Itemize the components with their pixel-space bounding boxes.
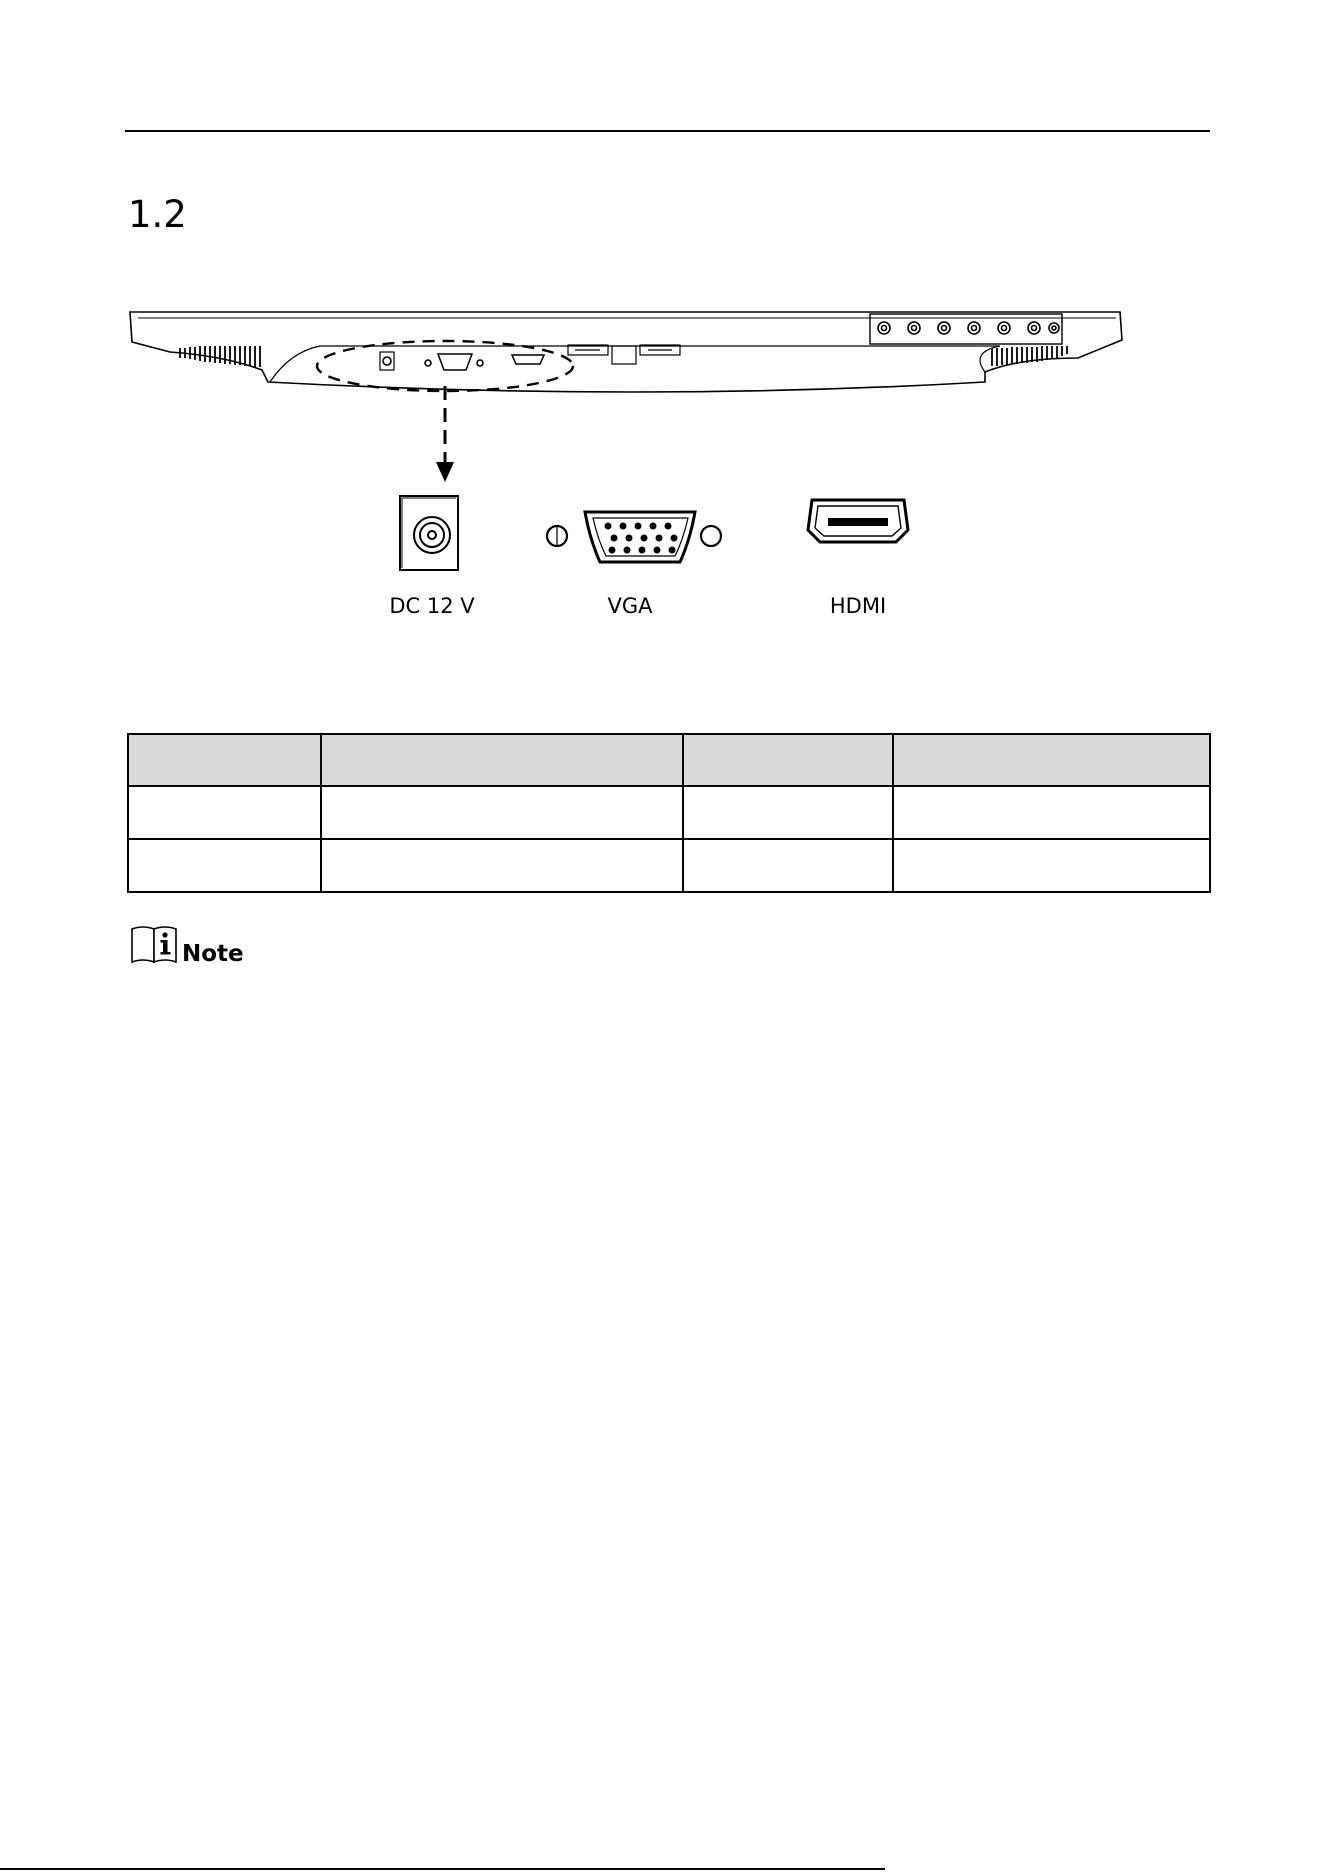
note-callout bbox=[130, 924, 244, 967]
footer-rule bbox=[0, 1868, 885, 1870]
interface-table bbox=[127, 733, 1211, 893]
dc-power-port bbox=[400, 496, 458, 570]
vga-port bbox=[547, 512, 721, 562]
table-cell bbox=[893, 839, 1210, 892]
monitor-bottom-view bbox=[130, 312, 1122, 392]
port-label-dc: DC 12 V bbox=[389, 594, 475, 618]
table-cell bbox=[683, 839, 893, 892]
port-label-hdmi: HDMI bbox=[829, 594, 887, 618]
header-rule bbox=[125, 130, 1210, 132]
callout-arrow bbox=[436, 386, 454, 482]
table-cell bbox=[321, 786, 683, 839]
table-cell bbox=[128, 786, 321, 839]
hdmi-port bbox=[808, 500, 908, 542]
port-label-vga: VGA bbox=[607, 594, 653, 618]
table-header-cell bbox=[683, 734, 893, 786]
table-header-cell bbox=[321, 734, 683, 786]
table-cell bbox=[893, 786, 1210, 839]
note-label: Note bbox=[182, 941, 244, 967]
table-header-row bbox=[128, 734, 1210, 786]
table-cell bbox=[128, 839, 321, 892]
monitor-ports-figure bbox=[0, 300, 1324, 580]
table-row bbox=[128, 839, 1210, 892]
book-info-icon bbox=[130, 924, 180, 964]
table-row bbox=[128, 786, 1210, 839]
table-header-cell bbox=[893, 734, 1210, 786]
table-cell bbox=[321, 839, 683, 892]
section-number: 1.2 bbox=[128, 193, 187, 236]
table-cell bbox=[683, 786, 893, 839]
table-header-cell bbox=[128, 734, 321, 786]
